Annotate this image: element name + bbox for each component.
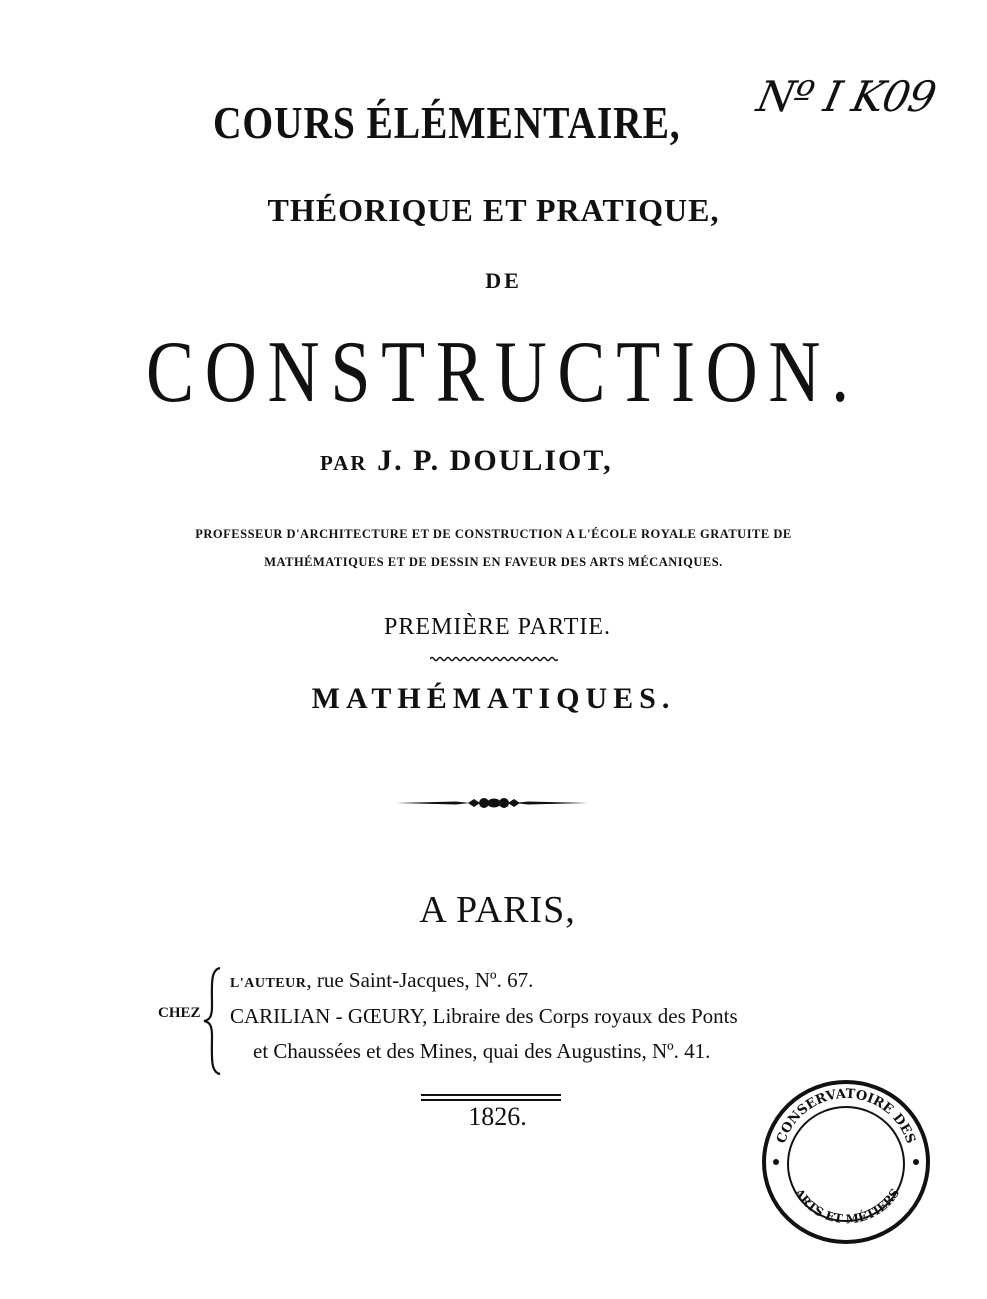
address-3-rest: et Chaussées et des Mines, quai des Augustins, Nº. 41.	[253, 1039, 711, 1063]
imprint-address-3	[253, 1039, 710, 1064]
address-1-rest: , rue Saint-Jacques, Nº. 67.	[306, 968, 534, 992]
svg-text:ARTS ET MÉTIERS	[791, 1185, 902, 1226]
imprint-address-2	[230, 1004, 738, 1029]
stamp-bottom-text: ARTS ET MÉTIERS	[791, 1186, 903, 1227]
author-credentials	[0, 520, 987, 576]
address-2-lead: CARILIAN - GŒURY	[230, 1004, 423, 1028]
credentials-line-1: PROFESSEUR D'ARCHITECTURE ET DE CONSTRUCTION A L'ÉCOLE ROYALE GRATUITE DE	[195, 527, 792, 541]
author-line	[320, 444, 613, 478]
part-subject: MATHÉMATIQUES.	[311, 682, 676, 715]
curly-brace-icon	[200, 966, 224, 1076]
imprint-chez-label: CHEZ	[158, 1005, 201, 1021]
ornamental-divider-icon	[396, 795, 588, 811]
address-2-rest: , Libraire des Corps royaux des Ponts	[422, 1004, 738, 1028]
main-title: CONSTRUCTION.	[146, 324, 860, 421]
library-stamp-icon	[760, 1078, 932, 1246]
publication-year: 1826.	[468, 1102, 527, 1131]
imprint-address-1	[230, 968, 533, 993]
stamp-top-text: CONSERVATOIRE DES	[774, 1086, 918, 1146]
imprint-place: A PARIS,	[419, 889, 576, 931]
double-rule-divider	[421, 1094, 561, 1101]
wavy-rule-divider	[430, 656, 558, 662]
address-1-lead: L'AUTEUR	[230, 976, 307, 991]
credentials-line-2: MATHÉMATIQUES ET DE DESSIN EN FAVEUR DES ARTS MÉCANIQUES.	[264, 555, 723, 569]
title-line-2: THÉORIQUE ET PRATIQUE,	[267, 192, 720, 228]
handwritten-shelfmark: Nº I K09	[752, 72, 940, 121]
part-label: PREMIÈRE PARTIE.	[383, 614, 612, 640]
author-prefix: PAR	[320, 451, 368, 475]
title-connector: DE	[485, 268, 522, 293]
title-line-1: COURS ÉLÉMENTAIRE,	[213, 97, 681, 148]
author-name: J. P. DOULIOT,	[377, 444, 613, 477]
